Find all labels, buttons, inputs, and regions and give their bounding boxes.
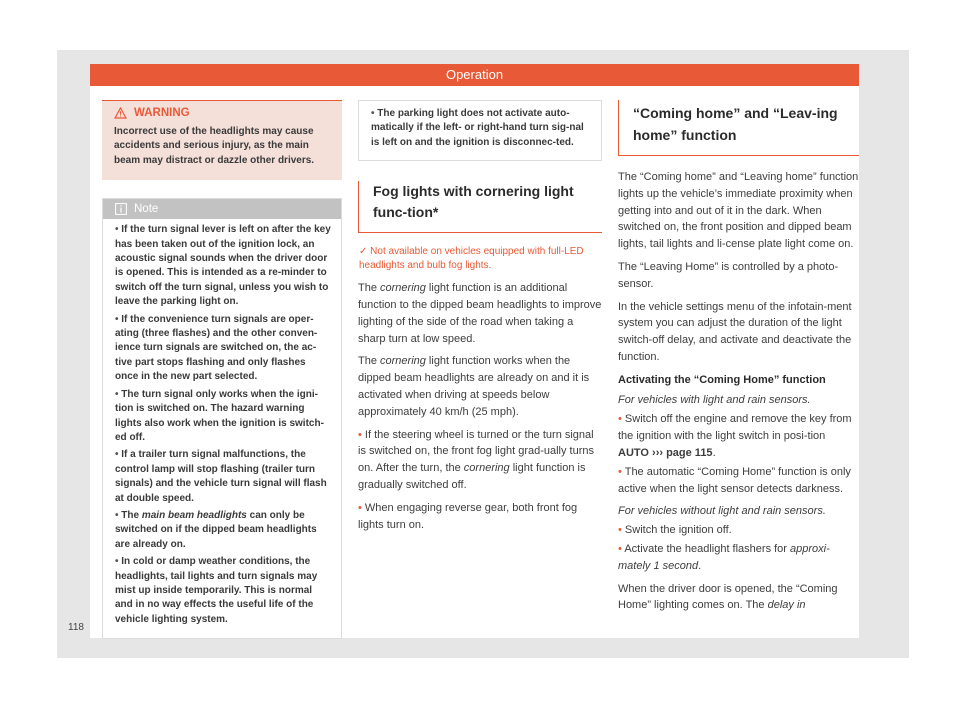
section-title: Operation (445, 67, 504, 82)
list-item: • The automatic “Coming Home” function is only active when the light sensor detects darkness. (618, 465, 851, 495)
condition-without-sensors: For vehicles without light and rain sensors. (618, 505, 826, 518)
list-item: • Activate the headlight flashers for approxi-mately 1 second. (618, 542, 830, 572)
check-icon: ✓ (359, 246, 371, 258)
warning-box (102, 100, 342, 180)
activating-subheading: Activating the “Coming Home” function (618, 373, 826, 386)
page-number: 118 (68, 622, 84, 633)
info-icon (115, 203, 127, 215)
list-item: • Switch the ignition off. (618, 524, 732, 537)
fog-lights-heading: Fog lights with cornering light func-tion* (358, 181, 602, 233)
note-header (103, 199, 341, 219)
condition-with-sensors: For vehicles with light and rain sensors. (618, 393, 811, 406)
auto-switch-symbol: AUTO (618, 446, 649, 459)
warning-header (102, 101, 342, 121)
paragraph: In the vehicle settings menu of the infotain-ment system you can adjust the duration of the light switch-off delay, and activate and deactivate the function. (618, 300, 852, 363)
note-item: • The turn signal only works when the igni-tion is switched on. The hazard warning lights also work when the ignition is switch-ed off. (115, 388, 324, 443)
note-item: • If the convenience turn signals are oper-ating (three flashes) and the other conven-ience turn signals are switched on, the ac-tive part stops flashing and only flashes once in the new part selected. (115, 313, 318, 383)
paragraph: The cornering light function is an additional function to the dipped beam headlights to improve lighting of the side of the road when taking a sharp turn at low speed. (358, 282, 602, 345)
list-item: • If the steering wheel is turned or the turn signal is switched on, the front fog light grad-ually turns on. After the turn, the cornering light function is gradually switched off. (358, 428, 595, 491)
section-header-band (90, 64, 859, 86)
note-box (102, 198, 342, 639)
coming-home-body (618, 169, 859, 614)
note-item: • In cold or damp weather conditions, the headlights, tail lights and turn signals may mist up inside temporarily. This is normal and in no way effects the useful life of the vehicle lighting system. (115, 556, 318, 625)
column-right (618, 100, 859, 620)
list-item: • When engaging reverse gear, both front fog lights turn on. (358, 501, 578, 531)
list-item: • Switch off the engine and remove the key from the ignition with the light switch in posi-tion AUTO ››› page 115. (618, 413, 852, 459)
warning-triangle-icon (114, 107, 127, 119)
page-link[interactable]: ››› page 115 (652, 446, 713, 459)
note-body (103, 219, 341, 638)
fog-lights-body (358, 280, 602, 533)
note-item: • If a trailer turn signal malfunctions, the control lamp will stop flashing (trailer turn signals) and the vehicle turn signal will flash at double speed. (115, 449, 327, 504)
note-item: • If the turn signal lever is left on after the key has been taken out of the ignition lock, an acoustic signal sounds when the driver door is opened. This is intended as a re-minder to switch off the turn signal, unless you wish to leave the parking light on. (115, 224, 331, 308)
availability-note: ✓ Not available on vehicles equipped with full-LED headlights and bulb fog lights. (359, 246, 584, 272)
parking-light-note: • The parking light does not activate auto-matically if the left- or right-hand turn sig-nal is left on and the ignition is disconnec-ted. (358, 100, 602, 161)
paragraph: The “Leaving Home” is controlled by a photo-sensor. (618, 260, 839, 290)
note-item: • The main beam headlights can only be switched on if the dipped beam headlights are already on. (115, 509, 317, 550)
column-middle (358, 100, 602, 539)
coming-home-heading: “Coming home” and “Leav-ing home” function (618, 100, 859, 156)
paragraph: The cornering light function works when the dipped beam headlights are already on and it is activated when driving at speeds below approximately 40 km/h (25 mph). (358, 355, 590, 418)
note-title: Note (134, 203, 159, 216)
warning-text: Incorrect use of the headlights may cause accidents and serious injury, as the main beam may distract or dazzle other drivers. (114, 126, 315, 166)
column-left (102, 100, 342, 639)
paragraph: When the driver door is opened, the “Coming Home” lighting comes on. The delay in (618, 582, 838, 612)
paragraph: The “Coming home” and “Leaving home” function lights up the vehicle’s immediate proximity when getting into and out of it in the dark. When switched on, the front position and dipped beam lights, tail lights and li-cense plate light come on. (618, 171, 859, 251)
warning-title: WARNING (134, 107, 190, 119)
